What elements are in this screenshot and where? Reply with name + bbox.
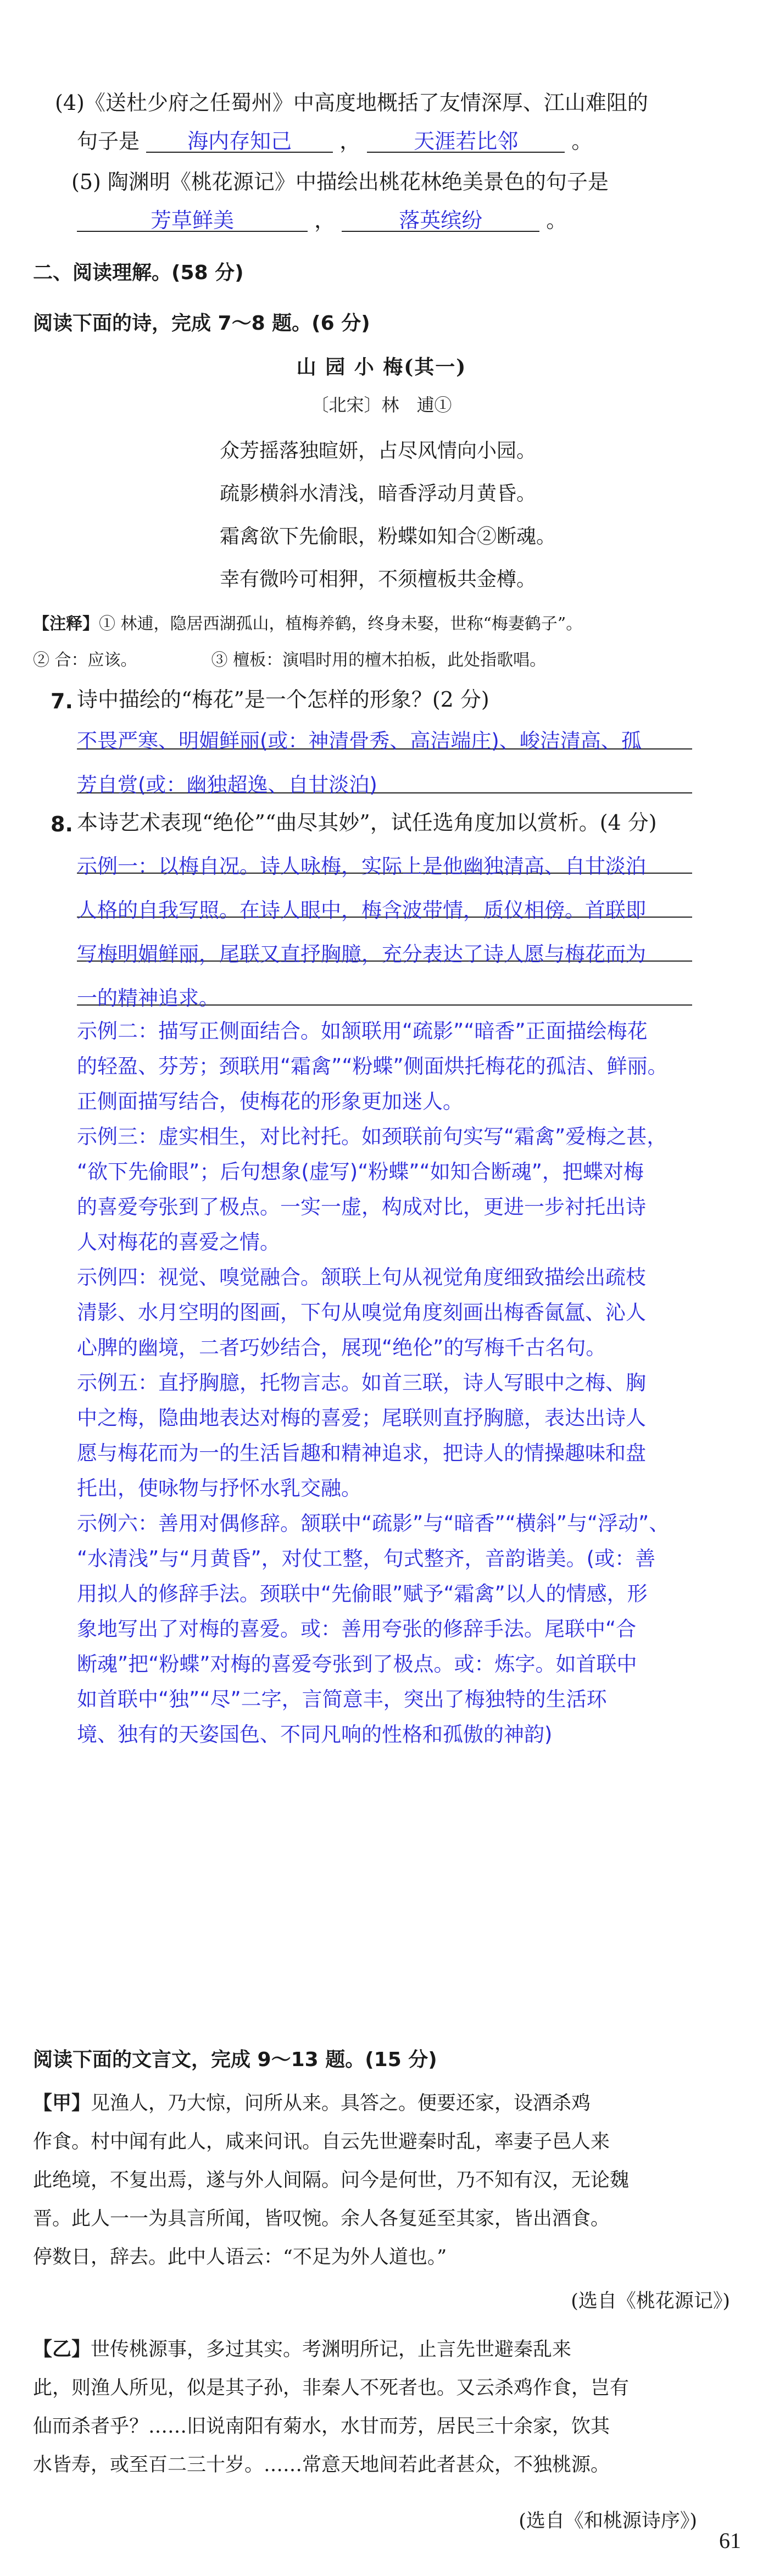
jia-source: (选自《桃花源记》): [571, 2290, 730, 2312]
q8-question: 本诗艺术表现“绝伦”“曲尽其妙”，试任选角度加以赏析。(4 分): [77, 810, 657, 835]
q8-answer-free-16: “水清浅”与“月黄昏”，对仗工整，句式整齐，音韵谐美。(或：善: [77, 1547, 656, 1570]
poem-line-1: 众芳摇落独暄妍，占尽风情向小园。: [220, 440, 537, 462]
q8-answer-free-3: 正侧面描写结合，使梅花的形象更加迷人。: [77, 1090, 463, 1113]
poem-intro: 阅读下面的诗，完成 7～8 题。(6 分): [33, 312, 370, 335]
q8-answer-free-12: 中之梅，隐曲地表达对梅的喜爱；尾联则直抒胸臆，表达出诗人: [77, 1406, 646, 1430]
q8-answer-free-18: 象地写出了对梅的喜爱。或：善用夸张的修辞手法。尾联中“合: [77, 1617, 637, 1641]
notes-line-1: [33, 610, 582, 634]
q4-comma: ，: [339, 129, 361, 153]
q8-answer-free-2: 的轻盈、芬芳；颈联用“霜禽”“粉蝶”侧面烘托梅花的孤洁、鲜丽。: [77, 1054, 668, 1078]
poem-line-4: 幸有微吟可相狎，不须檀板共金樽。: [220, 568, 537, 591]
q8-answer-free-8: 示例四：视觉、嗅觉融合。颔联上句从视觉角度细致描绘出疏枝: [77, 1265, 646, 1289]
poem-title: 山 园 小 梅(其一): [296, 356, 467, 379]
q4-prompt: (4)《送杜少府之任蜀州》中高度地概括了友情深厚、江山难阻的: [55, 91, 648, 115]
classical-intro: 阅读下面的文言文，完成 9～13 题。(15 分): [33, 2048, 437, 2071]
q4-line2-start: 句子是: [77, 129, 140, 153]
q8-answer-free-13: 愿与梅花而为一的生活旨趣和精神追求，把诗人的情操趣味和盘: [77, 1441, 646, 1465]
yi-line-1: [33, 2334, 571, 2362]
q5-line2: [77, 210, 567, 232]
q7-answer-1: 不畏严寒、明媚鲜丽(或：神清骨秀、高洁端庄)、峻洁清高、孤: [77, 729, 642, 753]
q8-answer-free-7: 人对梅花的喜爱之情。: [77, 1230, 280, 1254]
jia-line-3: 此绝境，不复出焉，遂与外人间隔。问今是何世，乃不知有汉，无论魏: [33, 2169, 630, 2191]
q8-number: 8.: [51, 812, 73, 836]
q4-answer-2: 天涯若比邻: [367, 131, 565, 153]
yi-line-4: 水皆寿，或至百二三十岁。……常意天地间若此者甚众，不独桃源。: [33, 2454, 610, 2476]
q8-answer-ruled-1: 示例一：以梅自况。诗人咏梅，实际上是他幽独清高、自甘淡泊: [77, 854, 646, 878]
q8-answer-free-15: 示例六：善用对偶修辞。颔联中“疏影”与“暗香”“横斜”与“浮动”、: [77, 1512, 670, 1535]
q8-answer-free-5: “欲下先偷眼”；后句想象(虚写)“粉蝶”“如知合断魂”，把蝶对梅: [77, 1160, 644, 1184]
q8-answer-free-17: 用拟人的修辞手法。颈联中“先偷眼”赋予“霜禽”以人的情感，形: [77, 1582, 648, 1606]
yi-label: 【乙】: [33, 2338, 91, 2361]
q8-answer-free-6: 的喜爱夸张到了极点。一实一虚，构成对比，更进一步衬托出诗: [77, 1195, 646, 1219]
q8-answer-free-10: 心脾的幽境，二者巧妙结合，展现“绝伦”的写梅千古名句。: [77, 1336, 606, 1359]
jia-line-4: 晋。此人一一为具言所闻，皆叹惋。余人各复延至其家，皆出酒食。: [33, 2208, 610, 2230]
q8-answer-free-4: 示例三：虚实相生，对比衬托。如颈联前句实写“霜禽”爱梅之甚，: [77, 1125, 667, 1148]
notes-text-1: ① 林逋，隐居西湖孤山，植梅养鹤，终身未娶，世称“梅妻鹤子”。: [99, 614, 583, 634]
q8-answer-ruled-3: 写梅明媚鲜丽，尾联又直抒胸臆，充分表达了诗人愿与梅花而为: [77, 942, 646, 966]
q7-number: 7.: [51, 689, 73, 713]
section-title: 二、阅读理解。(58 分): [33, 262, 244, 284]
q7-answer-2: 芳自赏(或：幽独超逸、自甘淡泊): [77, 773, 377, 797]
notes-label: 【注释】: [33, 614, 99, 634]
q8-answer-free-21: 境、独有的天姿国色、不同凡响的性格和孤傲的神韵): [77, 1723, 553, 1746]
q5-answer-1: 芳草鲜美: [77, 210, 308, 232]
q8-answer-free-9: 清影、水月空明的图画，下句从嗅觉角度刻画出梅香氤氲、沁人: [77, 1301, 646, 1324]
jia-text-1: 见渔人，乃大惊，问所从来。具答之。便要还家，设酒杀鸡: [91, 2092, 591, 2114]
q5-prompt: (5) 陶渊明《桃花源记》中描绘出桃花林绝美景色的句子是: [71, 170, 609, 194]
page-number: 61: [719, 2528, 741, 2553]
q4-line2: [77, 131, 592, 153]
q4-answer-1: 海内存知己: [146, 131, 333, 153]
q5-end: 。: [546, 208, 567, 232]
yi-text-1: 世传桃源事，多过其实。考渊明所记，止言先世避秦乱来: [91, 2339, 572, 2361]
q5-comma: ，: [314, 208, 336, 232]
jia-line-2: 作食。村中闻有此人，咸来问讯。自云先世避秦时乱，率妻子邑人来: [33, 2131, 610, 2153]
q5-answer-2: 落英缤纷: [342, 210, 539, 232]
q8-answer-free-14: 托出，使咏物与抒怀水乳交融。: [77, 1476, 361, 1500]
q8-answer-free-19: 断魂”把“粉蝶”对梅的喜爱夸张到了极点。或：炼字。如首联中: [77, 1652, 637, 1676]
poem-line-2: 疏影横斜水清浅，暗香浮动月黄昏。: [220, 482, 537, 505]
yi-line-2: 此，则渔人所见，似是其子孙，非秦人不死者也。又云杀鸡作食，岂有: [33, 2377, 630, 2399]
q8-answer-ruled-4: 一的精神追求。: [77, 986, 219, 1010]
q8-answer-free-20: 如首联中“独”“尽”二字，言简意丰，突出了梅独特的生活环: [77, 1687, 607, 1711]
poem-author: 〔北宋〕林 逋①: [311, 395, 452, 415]
jia-line-5: 停数日，辞去。此中人语云：“不足为外人道也。”: [33, 2246, 447, 2268]
q8-answer-ruled-2: 人格的自我写照。在诗人眼中，梅含波带情，质仪相傍。首联即: [77, 898, 646, 922]
yi-line-3: 仙而杀者乎？……旧说南阳有菊水，水甘而芳，居民三十余家，饮其: [33, 2416, 610, 2438]
q4-end: 。: [571, 129, 593, 153]
jia-label: 【甲】: [33, 2092, 91, 2114]
q8-answer-free-11: 示例五：直抒胸臆，托物言志。如首三联，诗人写眼中之梅、胸: [77, 1371, 646, 1395]
jia-line-1: [33, 2088, 591, 2116]
poem-line-3: 霜禽欲下先偷眼，粉蝶如知合②断魂。: [220, 525, 556, 548]
yi-source: (选自《和桃源诗序》): [519, 2510, 697, 2532]
notes-line-2: ② 合：应该。 ③ 檀板：演唱时用的檀木拍板，此处指歌唱。: [33, 651, 547, 670]
q7-question: 诗中描绘的“梅花”是一个怎样的形象？(2 分): [77, 687, 489, 712]
q8-answer-free-1: 示例二：描写正侧面结合。如颔联用“疏影”“暗香”正面描绘梅花: [77, 1019, 648, 1043]
